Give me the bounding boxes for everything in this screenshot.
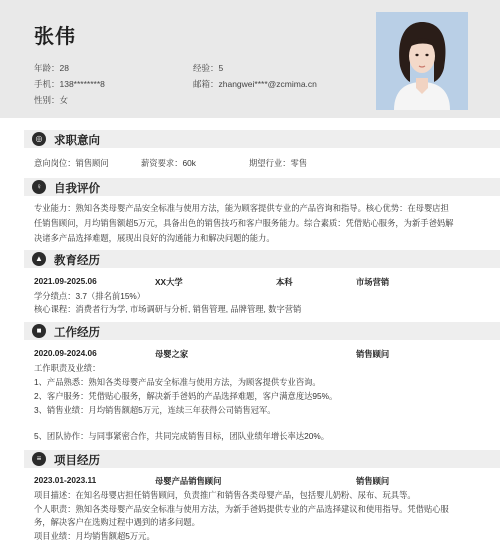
education-gpa: 学分绩点：3.7（排名前15%） <box>34 291 146 301</box>
work-header <box>24 322 500 340</box>
project-name: 母婴产品销售顾问 <box>155 476 222 486</box>
self-eval-line: 专业能力：熟知各类母婴产品安全标准与使用方法，能为顾客提供专业的产品咨询和指导。核心优势：在母婴店担 <box>34 203 449 213</box>
work-section <box>24 322 500 340</box>
age: 年龄：28 <box>34 63 69 73</box>
project-period: 2023.01-2023.11 <box>34 475 97 485</box>
work-line: 工作职责及业绩： <box>34 363 101 373</box>
intent-industry: 期望行业：零售 <box>249 158 308 168</box>
project-line: 个人职责：熟知各类母婴产品安全标准与使用方法，为新手爸妈提供专业的产品选择建议和使用指导。凭借贴心服 <box>34 504 449 514</box>
intent-section <box>24 130 500 148</box>
work-line: 2、客户服务：凭借贴心服务，解决新手爸妈的产品选择难题，客户满意度达95%。 <box>34 391 338 401</box>
project-role: 销售顾问 <box>356 476 390 486</box>
candidate-name: 张伟 <box>34 26 76 48</box>
profile-photo <box>376 12 468 110</box>
self-eval-section <box>24 178 500 196</box>
work-role: 销售顾问 <box>356 349 390 359</box>
education-period: 2021.09-2025.06 <box>34 276 97 286</box>
self-eval-header <box>24 178 500 196</box>
project-title: 项目经历 <box>54 455 100 467</box>
work-line: 5、团队协作：与同事紧密合作，共同完成销售目标，团队业绩年增长率达20%。 <box>34 431 330 441</box>
work-period: 2020.09-2024.06 <box>34 348 97 358</box>
graduation-cap-icon: ▲ <box>32 252 46 266</box>
self-eval-title: 自我评价 <box>54 183 100 195</box>
intent-position: 意向岗位：销售顾问 <box>34 158 109 168</box>
education-header <box>24 250 500 268</box>
project-section <box>24 450 500 468</box>
experience: 经验：5 <box>193 63 224 73</box>
project-header <box>24 450 500 468</box>
work-line: 1、产品熟悉：熟知各类母婴产品安全标准与使用方法，为顾客提供专业咨询。 <box>34 377 321 387</box>
self-eval-line: 决诸多产品选择难题，展现出良好的沟通能力和解决问题的能力。 <box>34 233 275 243</box>
book-icon: ≡ <box>32 452 46 466</box>
education-section <box>24 250 500 268</box>
intent-salary: 薪资要求：60k <box>141 158 196 168</box>
email: 邮箱：zhangwei****@zcmima.cn <box>193 79 317 89</box>
project-line: 项目业绩：月均销售额超5万元。 <box>34 531 155 541</box>
education-school: XX大学 <box>155 277 183 287</box>
intent-header <box>24 130 500 148</box>
education-title: 教育经历 <box>54 255 100 267</box>
self-eval-text <box>34 201 464 246</box>
work-company: 母婴之家 <box>155 349 189 359</box>
person-icon: ♀ <box>32 180 46 194</box>
target-icon: ◎ <box>32 132 46 146</box>
briefcase-icon: ■ <box>32 324 46 338</box>
intent-title: 求职意向 <box>54 135 100 147</box>
education-major: 市场营销 <box>356 277 390 287</box>
project-line: 务，解决客户在选购过程中遇到的诸多问题。 <box>34 517 200 527</box>
education-degree: 本科 <box>276 277 293 287</box>
gender: 性别：女 <box>34 95 69 105</box>
project-line: 项目描述：在知名母婴店担任销售顾问，负责推广和销售各类母婴产品，包括婴儿奶粉、尿布、玩具等。 <box>34 490 416 500</box>
education-courses: 核心课程：消费者行为学, 市场调研与分析, 销售管理, 品牌管理, 数字营销 <box>34 304 302 314</box>
phone: 手机：138********8 <box>34 79 105 89</box>
self-eval-line: 任销售顾问，月均销售额超5万元，具备出色的销售技巧和客户服务能力。综合素质：凭借贴心服务，为新手爸妈解 <box>34 218 454 228</box>
work-title: 工作经历 <box>54 327 100 339</box>
work-line: 3、销售业绩：月均销售额超5万元，连续三年获得公司销售冠军。 <box>34 405 276 415</box>
